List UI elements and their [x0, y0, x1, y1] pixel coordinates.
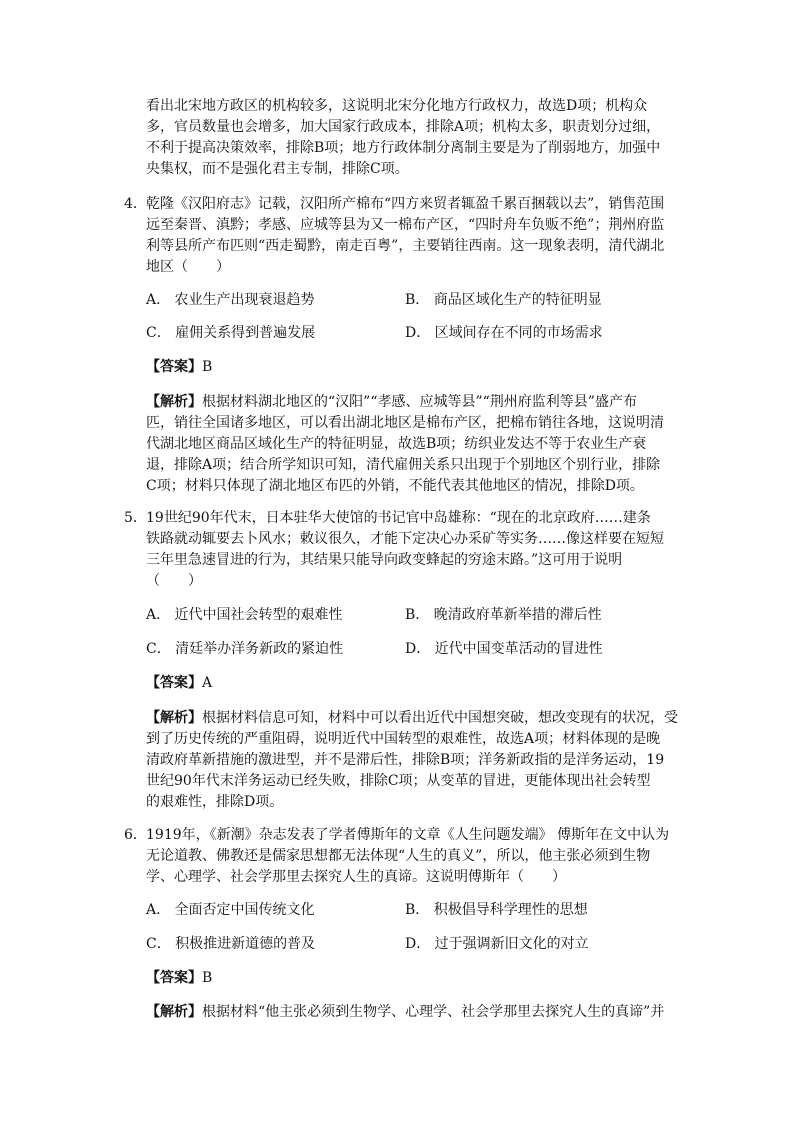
option-c[interactable]: C． 雇佣关系得到普遍发展 [146, 325, 316, 341]
text-line: C项；材料只体现了湖北地区布匹的外销，不能代表其他地区的情况，排除D项。 [146, 478, 644, 494]
question-number: 6． [124, 827, 147, 843]
text-line [146, 1002, 676, 1023]
text-line: 三年里急速冒进的行为，其结果只能导向政变蜂起的穷途末路。”这可用于说明 [146, 552, 623, 568]
option-b[interactable]: B． 商品区域化生产的特征明显 [405, 292, 602, 308]
text-line: 铁路就动辄要去卜风水；敕议很久，才能下定决心办采矿等实务……像这样要在短短 [146, 531, 664, 547]
analysis [146, 1002, 676, 1023]
text-line: 19世纪90年代末，日本驻华大使馆的书记官中岛雄称：“现在的北京政府……建条 [146, 510, 651, 526]
option-d[interactable]: D． 过于强调新旧文化的对立 [405, 936, 589, 952]
question-stem [146, 194, 676, 278]
answer-label: 【答案】 [146, 970, 202, 986]
analysis-label: 【解析】 [146, 1004, 202, 1020]
analysis [146, 392, 676, 497]
question-stem [146, 508, 676, 592]
text-line: 地区（ ） [146, 259, 230, 275]
text-line [146, 708, 676, 729]
option-c[interactable]: C． 积极推进新道德的普及 [146, 936, 316, 952]
option-d[interactable]: D． 近代中国变革活动的冒进性 [405, 641, 603, 657]
option-b[interactable]: B． 积极倡导科学理性的思想 [405, 902, 588, 918]
analysis [146, 708, 676, 813]
previous-analysis-continuation [146, 96, 672, 180]
question-number: 5． [124, 510, 147, 526]
answer-value: A [202, 675, 213, 691]
text-line: 看出北宋地方政区的机构较多，这说明北宋分化地方行政权力，故选D项；机构众 [146, 98, 648, 114]
text-line: 退，排除A项；结合所学知识可知，清代雇佣关系只出现于个别地区个别行业，排除 [146, 457, 661, 473]
answer-value: B [202, 359, 213, 375]
analysis-label: 【解析】 [146, 710, 202, 726]
text-line: 无论道教、佛教还是儒家思想都无法体现“人生的真义”，所以，他主张必须到生物 [146, 848, 651, 864]
question-stem [146, 825, 676, 888]
text-line: 的艰难性，排除D项。 [146, 794, 284, 810]
text-line: 匹，销往全国诸多地区，可以看出湖北地区是棉布产区，把棉布销往各地，这说明清 [146, 415, 664, 431]
text-line: 央集权，而不是强化君主专制，排除C项。 [146, 161, 409, 177]
text-line: 远至秦晋、滇黔；孝感、应城等县为又一棉布产区，“四时舟车负贩不绝”；荆州府监 [146, 217, 665, 233]
analysis-text: 根据材料“他主张必须到生物学、心理学、社会学那里去探究人生的真谛”并 [202, 1004, 665, 1020]
option-a[interactable]: A． 全面否定中国传统文化 [146, 902, 315, 918]
answer-label: 【答案】 [146, 359, 202, 375]
text-line: （ ） [146, 573, 202, 589]
analysis-text: 根据材料湖北地区的“汉阳”“孝感、应城等县”“荆州府监利等县”盛产布 [202, 394, 637, 410]
answer-line [146, 673, 212, 694]
option-c[interactable]: C． 清廷举办洋务新政的紧迫性 [146, 641, 344, 657]
question-number: 4． [124, 196, 147, 212]
option-a[interactable]: A． 近代中国社会转型的艰难性 [146, 607, 343, 623]
analysis-label: 【解析】 [146, 394, 202, 410]
text-line: 到了历史传统的严重阻碍，说明近代中国转型的艰难性，故选A项；材料体现的是晚 [146, 731, 661, 747]
text-line: 利等县所产布匹则“西走蜀黔，南走百粤”，主要销往西南。这一现象表明，清代湖北 [146, 238, 665, 254]
answer-value: B [202, 970, 213, 986]
answer-line [146, 357, 212, 378]
text-line: 1919年，《新潮》杂志发表了学者傅斯年的文章《人生问题发端》 傅斯年在文中认为 [146, 827, 670, 843]
text-line: 乾隆《汉阳府志》记载，汉阳所产棉布“四方来贸者辄盈千累百捆载以去”，销售范围 [146, 196, 665, 212]
text-line: 世纪90年代末洋务运动已经失败，排除C项；从变革的冒进，更能体现出社会转型 [146, 773, 651, 789]
text-line [146, 392, 676, 413]
answer-label: 【答案】 [146, 675, 202, 691]
option-a[interactable]: A． 农业生产出现衰退趋势 [146, 292, 315, 308]
text-line: 多，官员数量也会增多，加大国家行政成本，排除A项；机构太多，职责划分过细， [146, 119, 661, 135]
answer-line [146, 968, 212, 989]
text-line: 代湖北地区商品区域化生产的特征明显，故选B项；纺织业发达不等于农业生产衰 [146, 436, 647, 452]
option-b[interactable]: B． 晚清政府革新举措的滞后性 [405, 607, 602, 623]
analysis-text: 根据材料信息可知，材料中可以看出近代中国想突破，想改变现有的状况，受 [202, 710, 678, 726]
option-d[interactable]: D． 区域间存在不同的市场需求 [405, 325, 603, 341]
text-line: 学、心理学、社会学那里去探究人生的真谛。这说明傅斯年（ ） [146, 869, 566, 885]
text-line: 不利于提高决策效率，排除B项；地方行政体制分离制主要是为了削弱地方，加强中 [146, 140, 661, 156]
text-line: 清政府革新措施的激进型，并不是滞后性，排除B项；洋务新政指的是洋务运动，19 [146, 752, 665, 768]
